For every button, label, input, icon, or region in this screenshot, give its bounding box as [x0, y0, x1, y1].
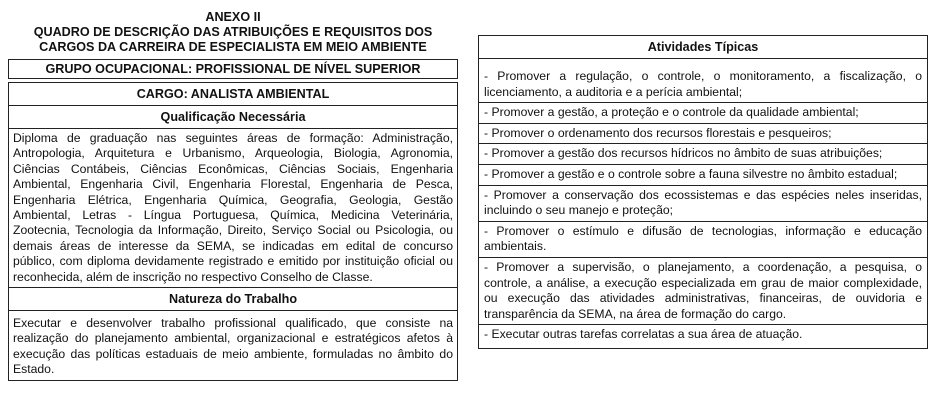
group-box [8, 59, 458, 79]
atividade-item-5: - Promover a gestão e o controle sobre a fauna silvestre no âmbito estadual; [479, 164, 927, 185]
atividade-item-7: - Promover o estímulo e difusão de tecnologias, informação e educação ambientais. [479, 221, 927, 257]
atividades-heading: Atividades Típicas [647, 40, 759, 54]
atividade-item-1: - Promover a regulação, o controle, o monitoramento, a fiscalização, o licenciamento, a auditoria e a perícia ambiental; [479, 58, 927, 102]
atividade-item-6: - Promover a conservação dos ecossistemas e das espécies neles inseridas, incluindo o seu manejo e proteção; [479, 185, 927, 221]
atividades-table [478, 35, 928, 349]
atividade-item-8: - Promover a supervisão, o planejamento, a coordenação, a pesquisa, o controle, a análise, a execução especializada em grau de maior complexidade, ou execução das atividades administrativas, financeiras, de ouvidoria e transparência da SEMA, na área de formação do cargo. [479, 257, 927, 324]
cargo-table [8, 82, 458, 381]
right-column [478, 35, 928, 349]
qualificacao-heading: Qualificação Necessária [9, 105, 457, 128]
atividade-item-9: - Executar outras tarefas correlatas a sua área de atuação. [479, 324, 927, 348]
cargo-heading: CARGO: ANALISTA AMBIENTAL [136, 87, 330, 101]
natureza-text: Executar e desenvolver trabalho profissional qualificado, que consiste na realização do planejamento ambiental, organizacional e estratégicos afetos à execução das políticas estaduais de meio ambiente, formuladas no âmbito do Estado. [9, 310, 457, 380]
qualificacao-text: Diploma de graduação nas seguintes áreas de formação: Administração, Antropologia, Arquitetura e Urbanismo, Arqueologia, Biologia, Agronomia, Ciências Contábeis, Ciências Econômicas, Ciências Sociais, Engenharia Ambiental, Engenharia Civil, Engenharia Florestal, Engenharia de Pesca, Engenharia Elétrica, Engenharia Química, Geografia, Geologia, Gestão Ambiental, Letras - Língua Portuguesa, Química, Medicina Veterinária, Zootecnia, Tecnologia da Informação, Direito, Serviço Social ou Psicologia, ou demais áreas de interesse da SEMA, se indicadas em edital de concurso público, com diploma devidamente registrado e emitido por instituição oficial ou reconhecida, além de inscrição no respectivo Conselho de Classe. [9, 128, 457, 287]
annex-title-line1: ANEXO II [205, 10, 261, 24]
left-column [8, 10, 458, 381]
atividade-item-2: - Promover a gestão, a proteção e o controle da qualidade ambiental; [479, 102, 927, 123]
annex-title-line3: CARGOS DA CARREIRA DE ESPECIALISTA EM MEIO AMBIENTE [39, 40, 427, 54]
atividade-item-4: - Promover a gestão dos recursos hídricos no âmbito de suas atribuições; [479, 143, 927, 164]
annex-title-line2: QUADRO DE DESCRIÇÃO DAS ATRIBUIÇÕES E REQUISITOS DOS [33, 25, 433, 39]
group-heading: GRUPO OCUPACIONAL: PROFISSIONAL DE NÍVEL SUPERIOR [45, 62, 421, 76]
annex-title [8, 10, 458, 55]
natureza-heading: Natureza do Trabalho [9, 287, 457, 310]
atividade-item-3: - Promover o ordenamento dos recursos florestais e pesqueiros; [479, 123, 927, 144]
